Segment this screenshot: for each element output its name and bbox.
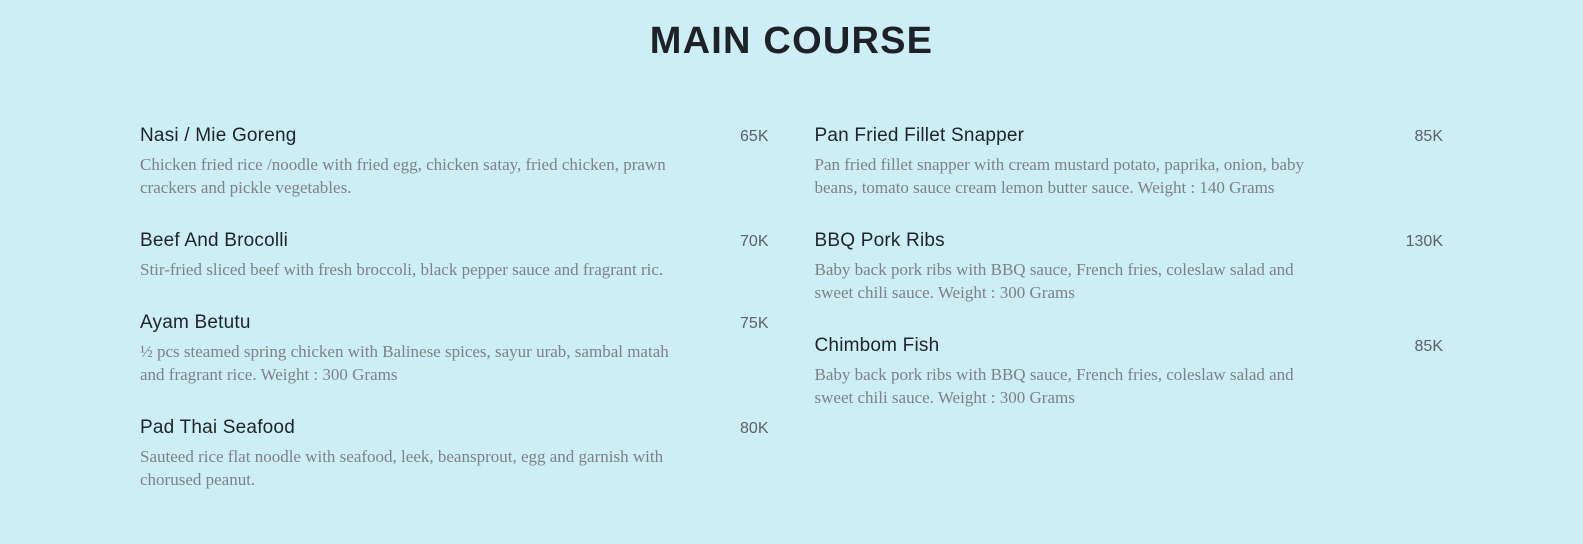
menu-item-price: 130K xyxy=(1405,232,1443,250)
menu-item-name: Pad Thai Seafood xyxy=(140,416,295,438)
list-item xyxy=(815,230,1444,305)
list-item xyxy=(140,230,769,282)
menu-item-header xyxy=(815,335,1444,357)
menu-item-name: Nasi / Mie Goreng xyxy=(140,125,297,146)
menu-item-header xyxy=(815,125,1444,147)
menu-item-name: BBQ Pork Ribs xyxy=(814,229,945,251)
menu-item-name: Pan Fried Fillet Snapper xyxy=(814,125,1025,146)
menu-item-description: ½ pcs steamed spring chicken with Balinese spices, sayur urab, sambal matah and fragrant rice. Weight : 300 Grams xyxy=(140,341,669,384)
menu-item-price: 85K xyxy=(1414,337,1443,355)
list-item xyxy=(815,335,1444,410)
menu-item-description: Pan fried fillet snapper with cream mustard potato, paprika, onion, baby beans, tomato sauce cream lemon butter sauce. Weight : 140 Grams xyxy=(814,155,1305,197)
menu-item-name: Chimbom Fish xyxy=(814,334,940,356)
list-item xyxy=(140,312,769,387)
menu-item-price: 65K xyxy=(740,128,769,145)
menu-columns xyxy=(0,125,1583,522)
menu-item-header xyxy=(140,125,769,147)
menu-item-description: Chicken fried rice /noodle with fried egg, chicken satay, fried chicken, prawn crackers and pickle vegetables. xyxy=(140,155,666,197)
menu-item-header xyxy=(140,417,769,439)
menu-item-header xyxy=(140,312,769,334)
menu-item-name: Beef And Brocolli xyxy=(140,229,289,251)
menu-column-left xyxy=(140,125,769,522)
menu-item-name: Ayam Betutu xyxy=(140,311,251,333)
list-item xyxy=(815,125,1444,200)
menu-item-price: 80K xyxy=(740,419,769,437)
menu-item-header xyxy=(140,230,769,252)
menu-column-right xyxy=(815,125,1444,522)
menu-item-description: Baby back pork ribs with BBQ sauce, French fries, coleslaw salad and sweet chili sauce. Weight : 300 Grams xyxy=(814,364,1294,407)
menu-item-description: Stir-fried sliced beef with fresh broccoli, black pepper sauce and fragrant ric. xyxy=(140,259,664,279)
menu-item-header xyxy=(815,230,1444,252)
menu-item-price: 70K xyxy=(740,232,769,250)
menu-item-description: Baby back pork ribs with BBQ sauce, French fries, coleslaw salad and sweet chili sauce. Weight : 300 Grams xyxy=(814,259,1294,302)
list-item xyxy=(140,417,769,492)
page-title: MAIN COURSE xyxy=(649,20,934,62)
list-item xyxy=(140,125,769,200)
menu-item-description: Sauteed rice flat noodle with seafood, leek, beansprout, egg and garnish with chorused peanut. xyxy=(140,446,664,489)
menu-item-price: 75K xyxy=(740,314,769,332)
menu-item-price: 85K xyxy=(1414,128,1443,145)
